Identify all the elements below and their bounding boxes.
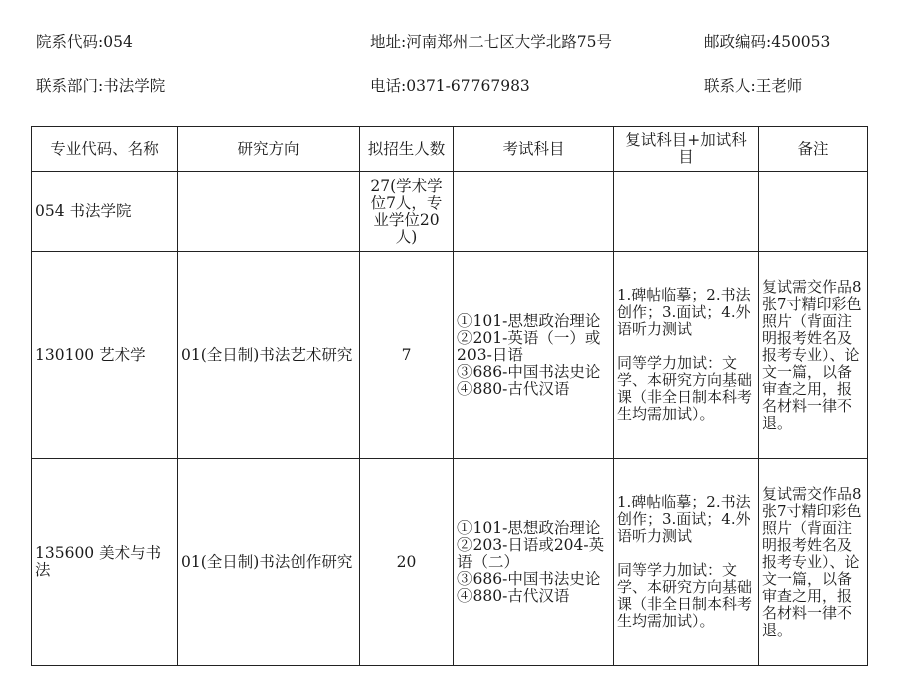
cell-major: 054 书法学院 [32, 172, 178, 252]
cell-quota: 27(学术学位7人，专业学位20人) [360, 172, 454, 252]
column-header-direction: 研究方向 [178, 127, 360, 172]
cell-direction: 01(全日制)书法艺术研究 [178, 252, 360, 459]
cell-exam: ①101-思想政治理论 ②201-英语（一）或203-日语 ③686-中国书法史论 ④880-古代汉语 [454, 252, 614, 459]
cell-direction: 01(全日制)书法创作研究 [178, 459, 360, 666]
column-header-retest: 复试科目+加试科目 [614, 127, 759, 172]
postcode: 邮政编码:450053 [704, 33, 831, 51]
cell-exam [454, 172, 614, 252]
table-row [32, 252, 868, 459]
cell-quota: 20 [360, 459, 454, 666]
cell-major: 130100 艺术学 [32, 252, 178, 459]
column-header-note: 备注 [759, 127, 868, 172]
phone: 电话:0371-67767983 [370, 77, 530, 95]
cell-quota: 7 [360, 252, 454, 459]
cell-direction [178, 172, 360, 252]
cell-major: 135600 美术与书法 [32, 459, 178, 666]
cell-note [759, 172, 868, 252]
cell-note: 复试需交作品8张7寸精印彩色照片（背面注明报考姓名及报考专业）、论文一篇，以备审查之用，报名材料一律不退。 [759, 459, 868, 666]
contact-dept: 联系部门:书法学院 [36, 77, 166, 95]
cell-retest [614, 172, 759, 252]
contact-person: 联系人:王老师 [704, 77, 803, 95]
table-row [32, 459, 868, 666]
column-header-quota: 拟招生人数 [360, 127, 454, 172]
dept-code: 院系代码:054 [36, 33, 133, 51]
cell-retest: 1.碑帖临摹；2.书法创作；3.面试；4.外语听力测试 同等学力加试：文学、本研究方向基础课（非全日制本科考生均需加试）。 [614, 252, 759, 459]
cell-exam: ①101-思想政治理论 ②203-日语或204-英语（二） ③686-中国书法史论 ④880-古代汉语 [454, 459, 614, 666]
table-header-row [32, 127, 868, 172]
cell-note: 复试需交作品8张7寸精印彩色照片（背面注明报考姓名及报考专业）、论文一篇，以备审查之用，报名材料一律不退。 [759, 252, 868, 459]
column-header-major: 专业代码、名称 [32, 127, 178, 172]
address: 地址:河南郑州二七区大学北路75号 [370, 33, 612, 51]
cell-retest: 1.碑帖临摹；2.书法创作；3.面试；4.外语听力测试 同等学力加试：文学、本研究方向基础课（非全日制本科考生均需加试）。 [614, 459, 759, 666]
table-row [32, 172, 868, 252]
admissions-table [31, 126, 868, 666]
column-header-exam: 考试科目 [454, 127, 614, 172]
